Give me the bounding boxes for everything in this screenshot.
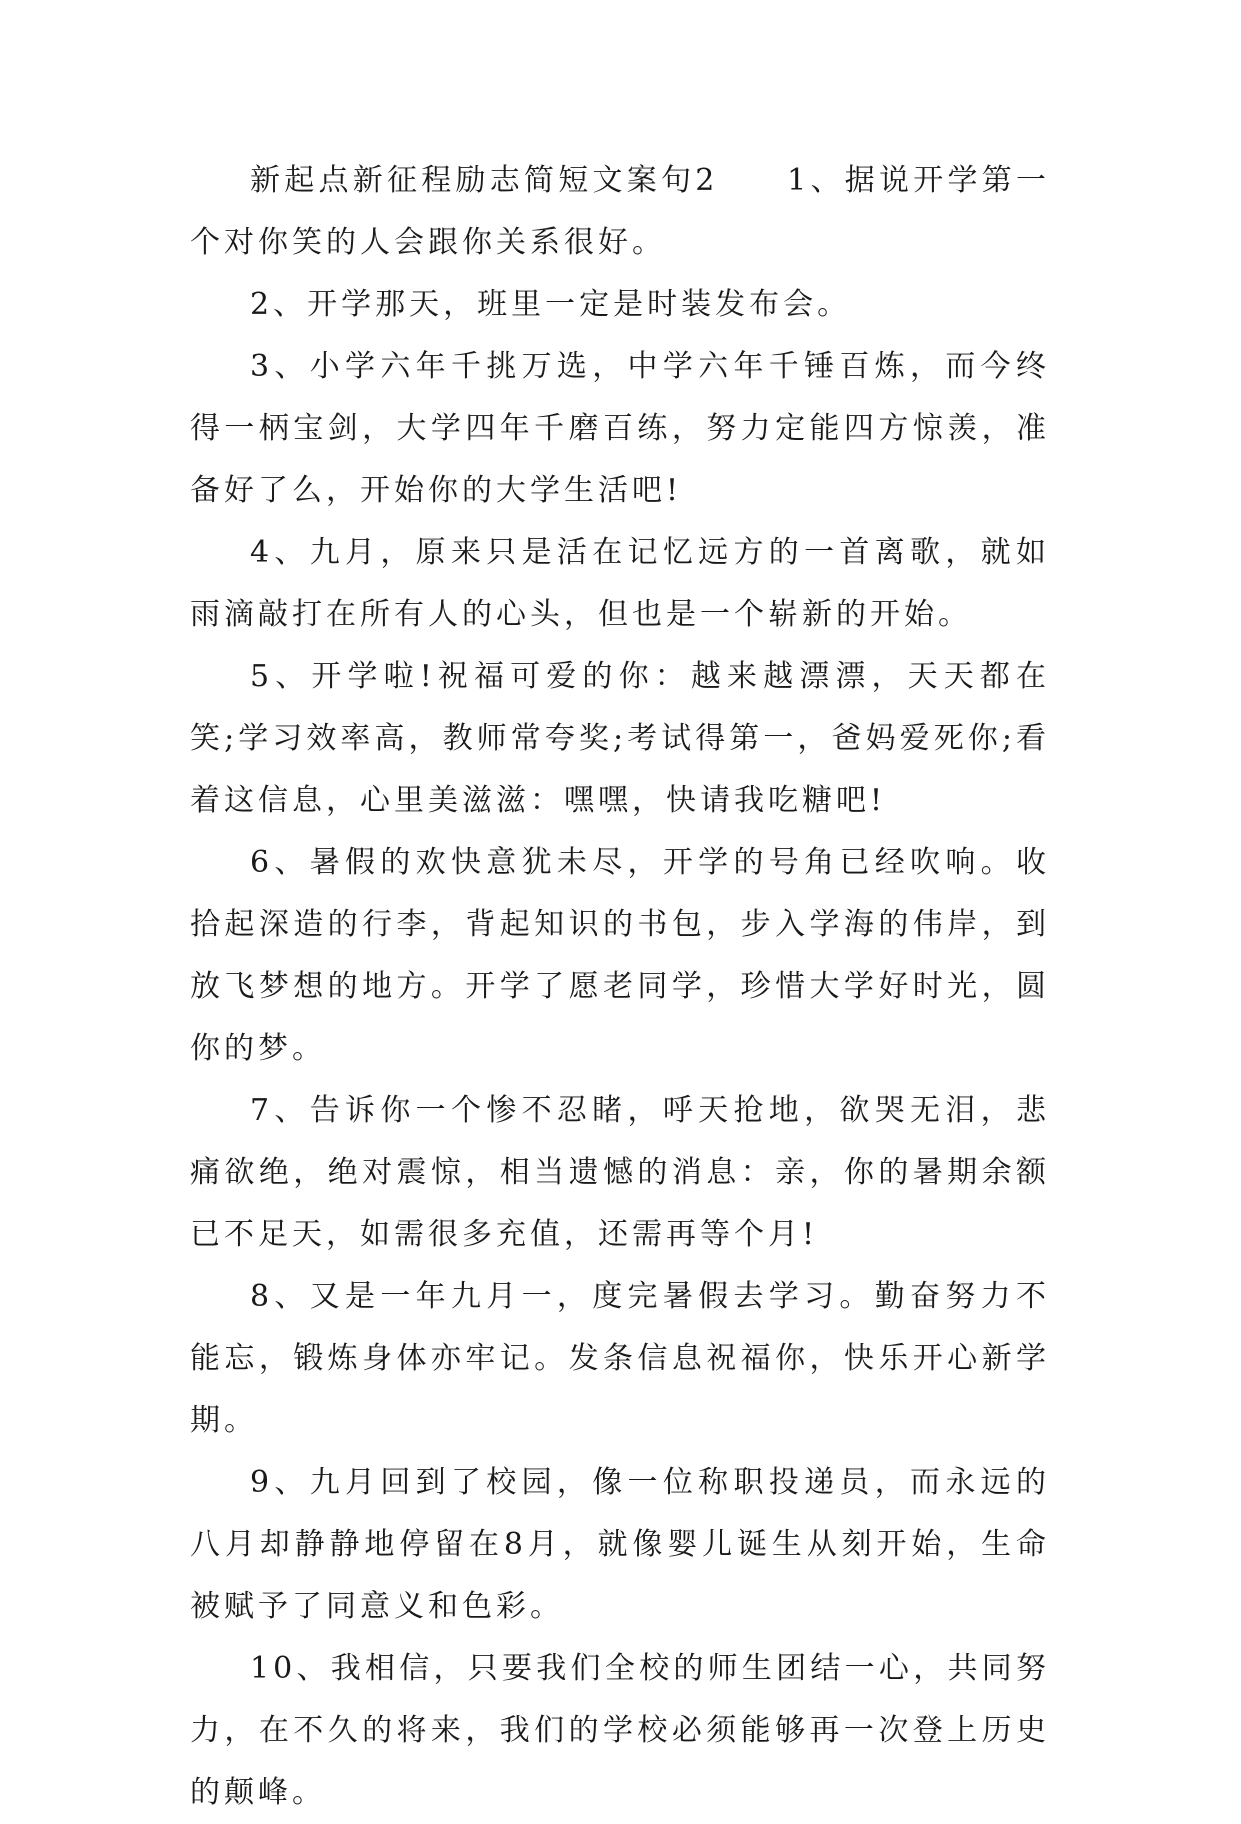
paragraph-8: 8、又是一年九月一，度完暑假去学习。勤奋努力不能忘，锻炼身体亦牢记。发条信息祝福你，快乐开心新学期。: [190, 1279, 1050, 1438]
paragraph-1: 新起点新征程励志简短文案句2 1、据说开学第一个对你笑的人会跟你关系很好。: [190, 163, 1050, 260]
document-body: [190, 150, 1050, 1824]
paragraph-7: 7、告诉你一个惨不忍睹，呼天抢地，欲哭无泪，悲痛欲绝，绝对震惊，相当遗憾的消息：亲，你的暑期余额已不足天，如需很多充值，还需再等个月!: [190, 1093, 1050, 1252]
paragraph-4: 4、九月，原来只是活在记忆远方的一首离歌，就如雨滴敲打在所有人的心头，但也是一个崭新的开始。: [190, 535, 1050, 632]
paragraph-6: 6、暑假的欢快意犹未尽，开学的号角已经吹响。收拾起深造的行李，背起知识的书包，步入学海的伟岸，到放飞梦想的地方。开学了愿老同学，珍惜大学好时光，圆你的梦。: [190, 845, 1050, 1066]
paragraph-3: 3、小学六年千挑万选，中学六年千锤百炼，而今终得一柄宝剑，大学四年千磨百练，努力定能四方惊羡，准备好了么，开始你的大学生活吧!: [190, 349, 1050, 508]
paragraph-9: 9、九月回到了校园，像一位称职投递员，而永远的八月却静静地停留在8月，就像婴儿诞生从刻开始，生命被赋予了同意义和色彩。: [190, 1465, 1050, 1624]
paragraph-2: 2、开学那天，班里一定是时装发布会。: [250, 287, 852, 322]
paragraph-5: 5、开学啦!祝福可爱的你：越来越漂漂，天天都在笑;学习效率高，教师常夸奖;考试得第一，爸妈爱死你;看着这信息，心里美滋滋：嘿嘿，快请我吃糖吧!: [190, 659, 1050, 818]
paragraph-10: 10、我相信，只要我们全校的师生团结一心，共同努力，在不久的将来，我们的学校必须能够再一次登上历史的颠峰。: [190, 1651, 1050, 1810]
